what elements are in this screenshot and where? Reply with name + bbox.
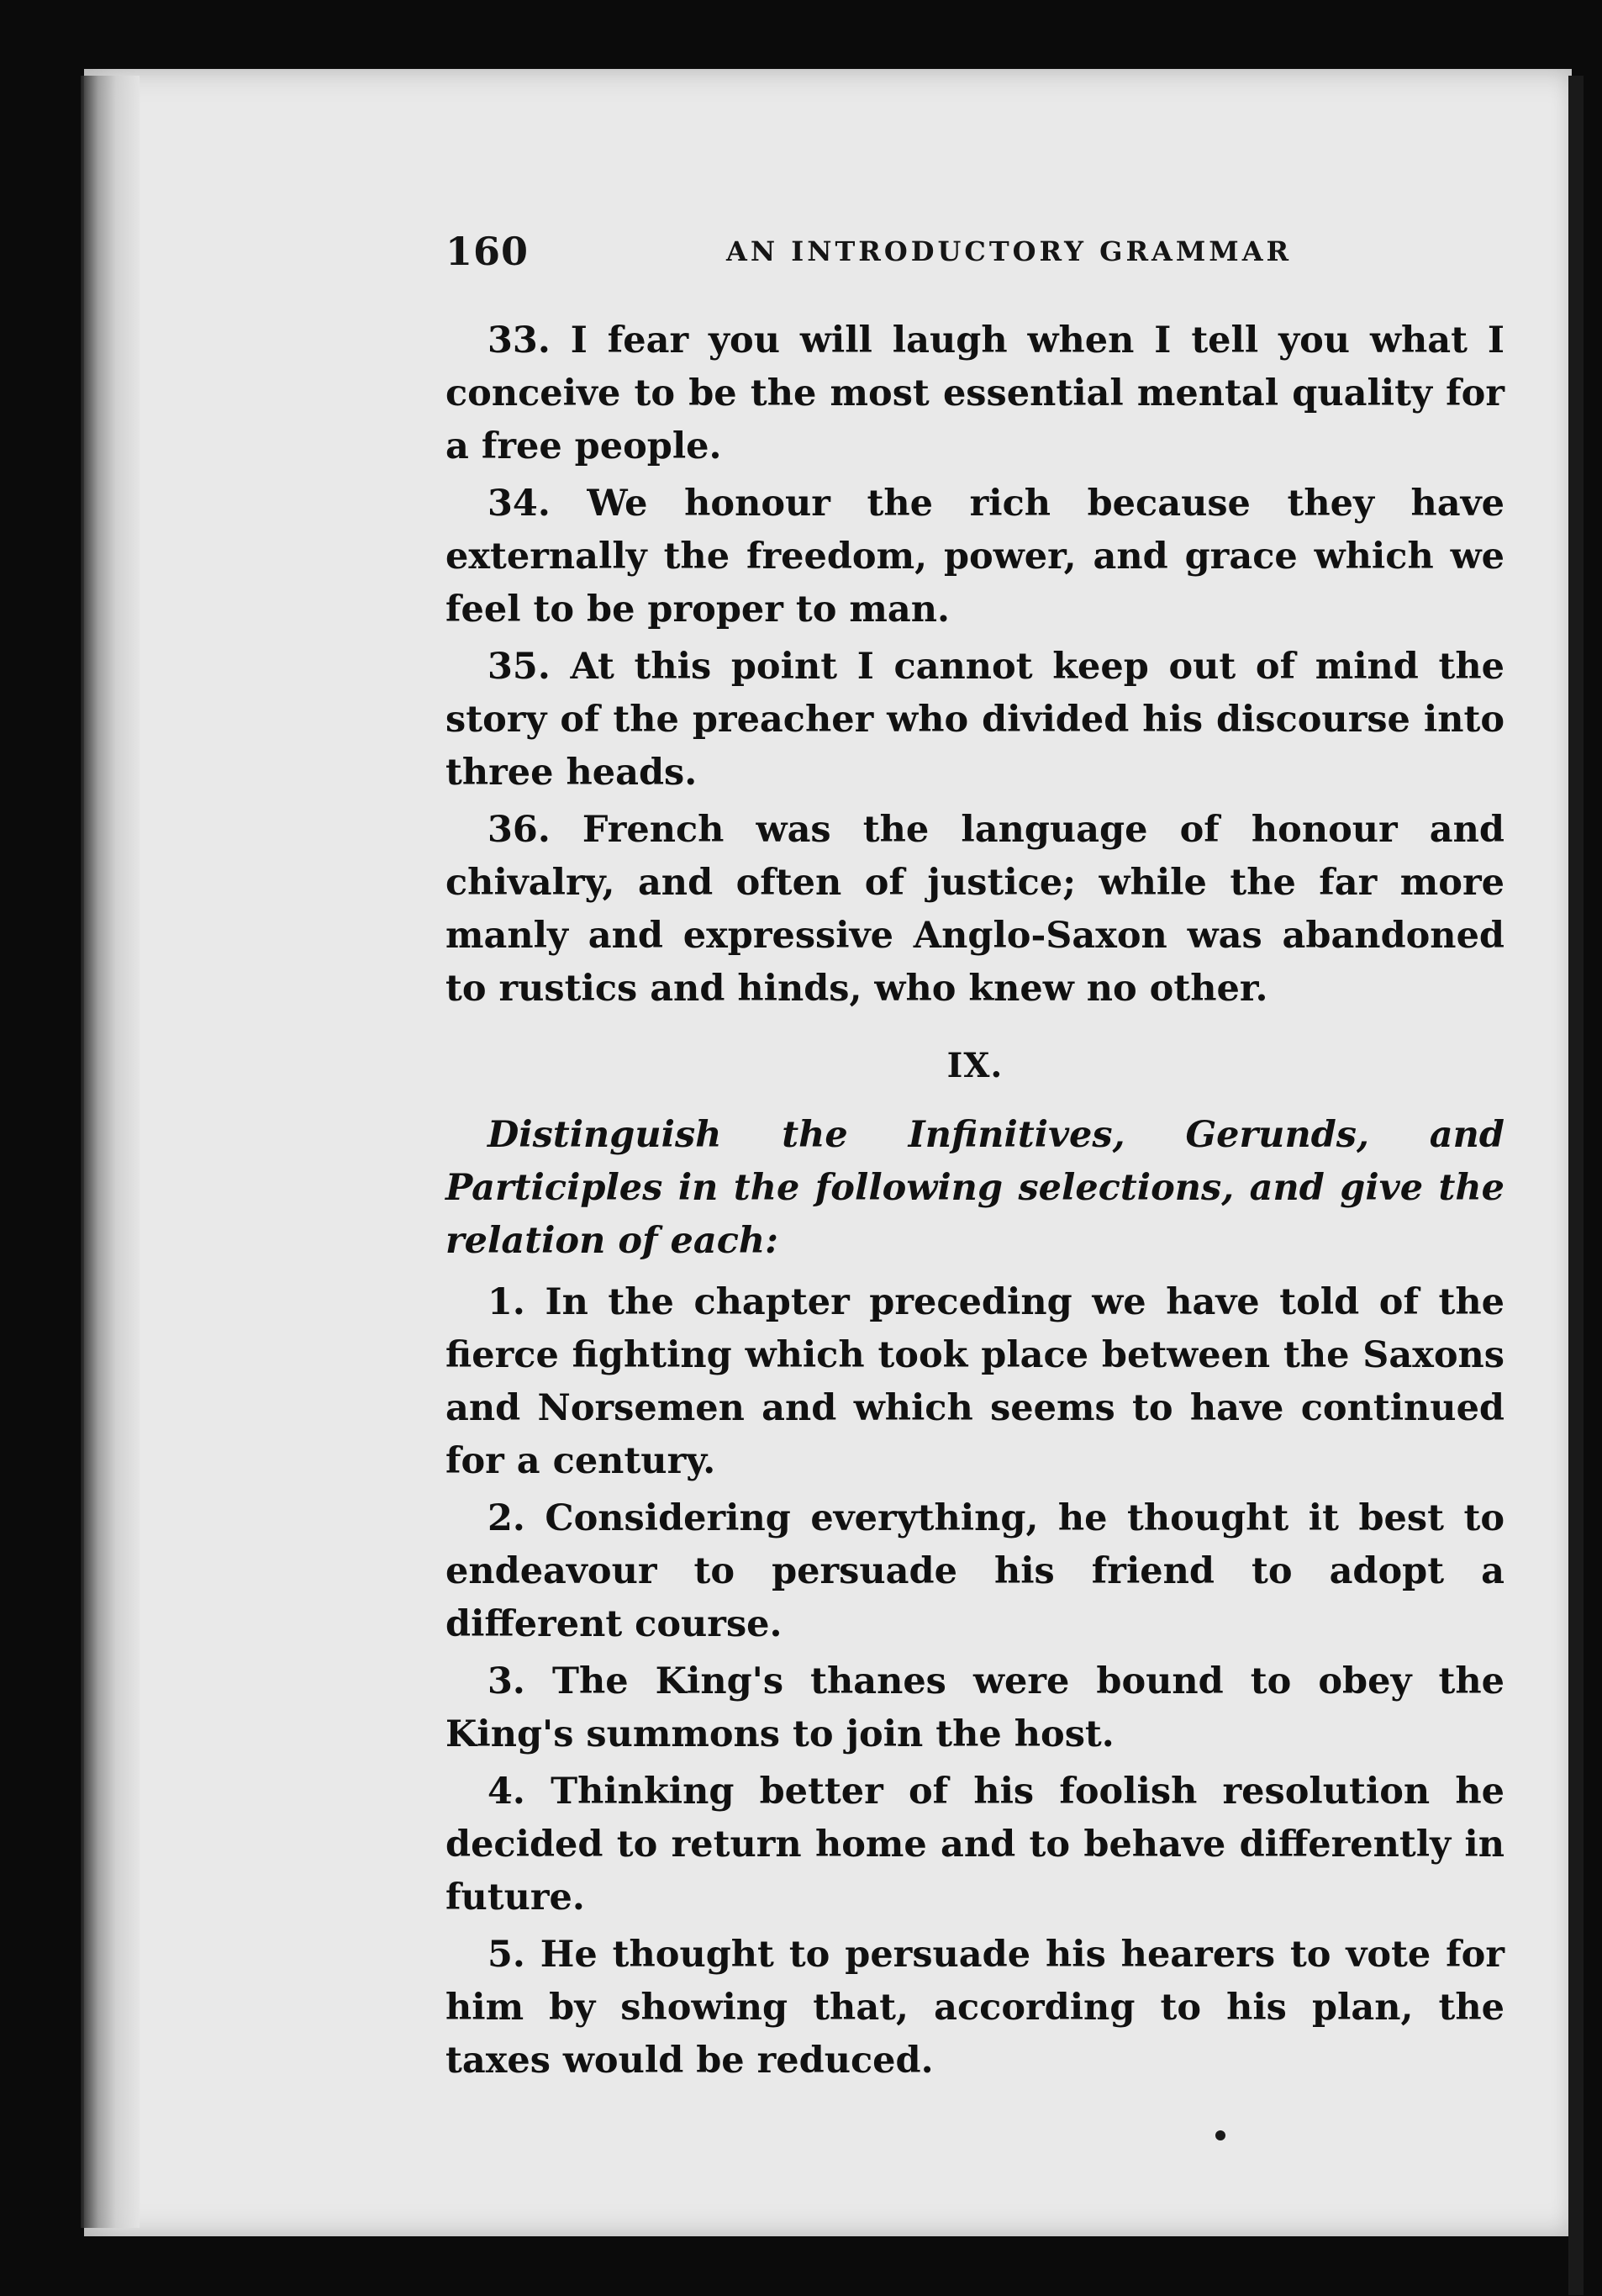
exercise-sentence-33: 33. I fear you will laugh when I tell you what I conceive to be the most essential mental quality for a free people. (445, 319, 1505, 467)
page-header (445, 229, 1320, 288)
page-content (445, 314, 1505, 2092)
exercise-sentence-36: 36. French was the language of honour and chivalry, and often of justice; while the far more manly and expressive Anglo-Saxon was abandoned to rustics and hinds, who knew no other. (445, 809, 1505, 1010)
running-head: AN INTRODUCTORY GRAMMAR (726, 235, 1293, 267)
exercise-sentence-3: 3. The King's thanes were bound to obey the King's summons to join the host. (445, 1660, 1505, 1755)
exercise-sentence-1: 1. In the chapter preceding we have told of the fierce fighting which took place between the Saxons and Norsemen and which seems to have continued for a century. (445, 1281, 1505, 1482)
exercise-sentence-2: 2. Considering everything, he thought it best to endeavour to persuade his friend to adopt a different course. (445, 1497, 1505, 1645)
exercise-sentence-34: 34. We honour the rich because they have externally the freedom, power, and grace which we feel to be proper to man. (445, 483, 1505, 631)
exercise-sentence-35: 35. At this point I cannot keep out of mind the story of the preacher who divided his discourse into three heads. (445, 646, 1505, 794)
page-gutter-edge (81, 76, 140, 2228)
page-number: 160 (445, 229, 530, 274)
ink-dot-mark (1215, 2130, 1225, 2140)
section-heading: IX. (946, 1046, 1004, 1085)
section-instruction: Distinguish the Infinitives, Gerunds, and Participles in the following selections, and give the relation of each: (445, 1114, 1505, 1262)
page-right-edge (1568, 76, 1584, 2295)
exercise-sentence-5: 5. He thought to persuade his hearers to vote for him by showing that, according to his plan, the taxes would be reduced. (445, 1934, 1505, 2082)
exercise-sentence-4: 4. Thinking better of his foolish resolution he decided to return home and to behave differently in future. (445, 1771, 1505, 1919)
